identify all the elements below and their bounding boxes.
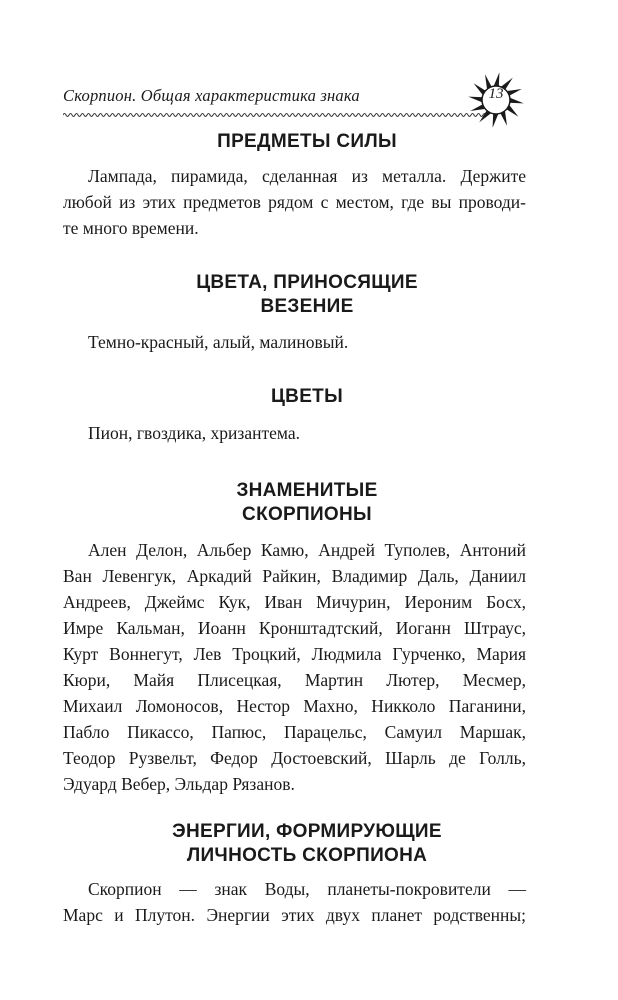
section-heading-lucky-colors [63,271,551,319]
text-line: Пабло Пикассо, Папюс, Парацельс, Самуил Маршак, [63,722,526,742]
text-line: Имре Кальман, Иоанн Кронштадтский, Иоганн Штраус, [63,618,526,638]
text-line: Эдуард Вебер, Эльдар Рязанов. [63,774,295,794]
text-line: Темно-красный, алый, малиновый. [88,332,349,352]
text-line: Курт Воннегут, Лев Троцкий, Людмила Гурченко, Мария [63,644,526,664]
paragraph-energies [63,876,526,928]
heading-line: ЗНАМЕНИТЫЕ [236,480,378,501]
text-line: Ален Делон, Альбер Камю, Андрей Туполев, Антоний [88,540,526,560]
text-line: Пион, гвоздика, хризантема. [88,423,300,443]
text-line: Теодор Рузвельт, Федор Достоевский, Шарль де Голль, [63,748,526,768]
heading-line: ЭНЕРГИИ, ФОРМИРУЮЩИЕ [172,821,442,842]
text-line: Кюри, Майя Плисецкая, Мартин Лютер, Месмер, [63,670,526,690]
heading-line: ЛИЧНОСТЬ СКОРПИОНА [186,845,428,866]
running-title: Скорпион. Общая характеристика знака [63,86,360,105]
heading-line: ЦВЕТА, ПРИНОСЯЩИЕ [196,272,418,293]
text-line: Лампада, пирамида, сделанная из металла. Держите [88,166,526,186]
paragraph-power-items [63,163,526,241]
sun-ray [493,113,499,128]
section-heading-famous-scorpios [63,479,551,527]
text-line: Скорпион — знак Воды, планеты-покровители — [88,879,526,899]
text-line: Ван Левенгук, Аркадий Райкин, Владимир Даль, Даниил [63,566,526,586]
page-number-badge [466,70,526,130]
text-line: Михаил Ломоносов, Нестор Махно, Никколо Паганини, [63,696,526,716]
heading-line: ЦВЕТЫ [271,386,343,407]
paragraph-flowers [88,420,526,446]
text-line: те много времени. [63,218,199,238]
text-line: Андреев, Джеймс Кук, Иван Мичурин, Иероним Босх, [63,592,526,612]
decorative-rule [63,111,485,119]
paragraph-lucky-colors [88,329,526,355]
heading-line: ПРЕДМЕТЫ СИЛЫ [217,131,397,152]
text-line: Марс и Плутон. Энергии этих двух планет родственны; [63,905,526,925]
paragraph-famous-scorpios [63,537,526,797]
section-heading-power-items [63,130,551,154]
page-number: 13 [488,86,504,102]
heading-line: СКОРПИОНЫ [242,504,372,525]
text-line: любой из этих предметов рядом с местом, где вы проводи- [63,192,526,212]
section-heading-flowers [63,385,551,409]
heading-line: ВЕЗЕНИЕ [260,296,354,317]
section-heading-energies [63,820,551,868]
